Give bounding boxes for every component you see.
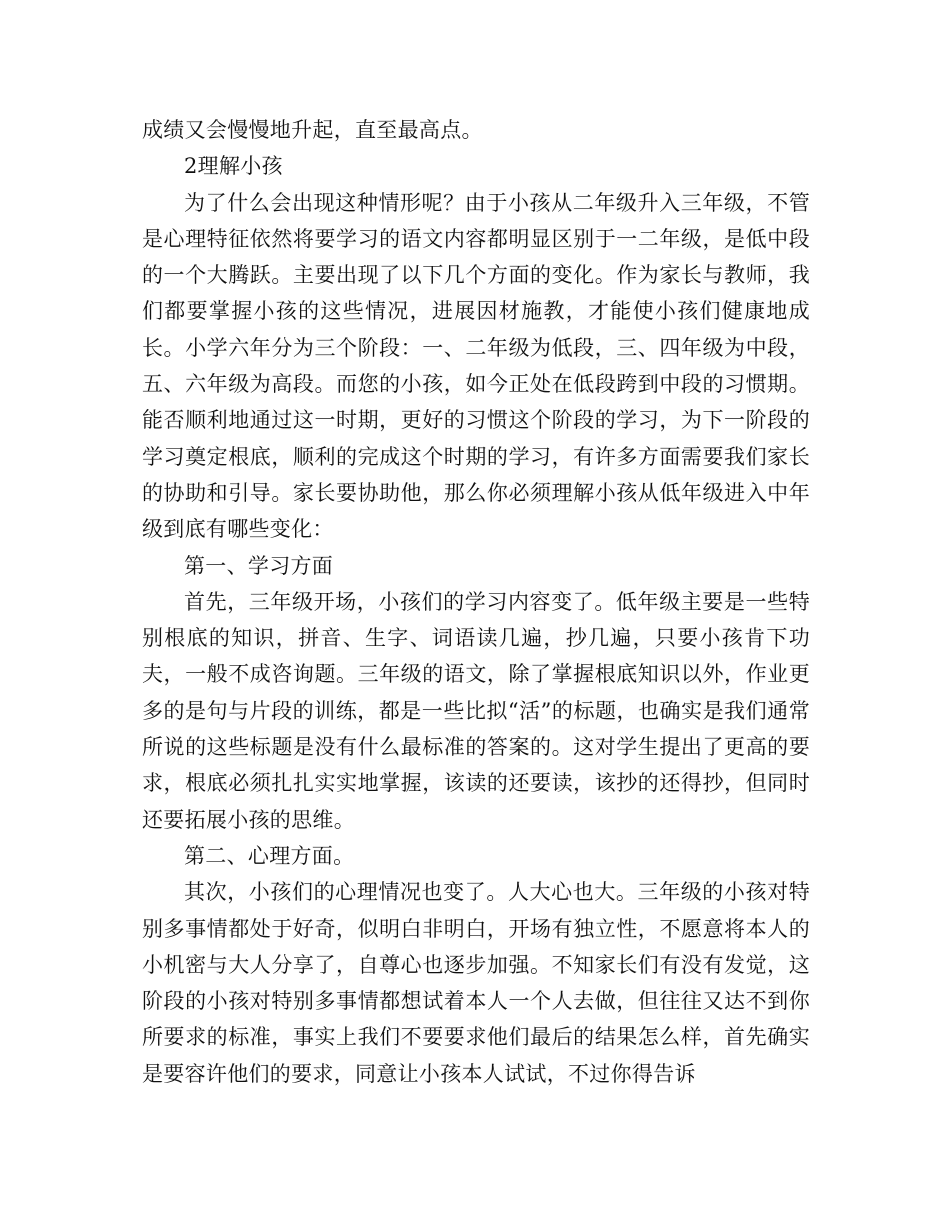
section-heading-study: 第一、学习方面: [184, 553, 334, 578]
document-body: [142, 112, 810, 1092]
section-heading-understand-child: 2理解小孩: [184, 154, 283, 179]
paragraph-continuation: 成绩又会慢慢地升起，直至最高点。: [142, 118, 483, 142]
paragraph-psychology: 其次，小孩们的心理情况也变了。人大心也大。三年级的小孩对特别多事情都处于好奇，似明白非明白，开场有独立性，不愿意将本人的小机密与大人分享了，自尊心也逐步加强。不知家长们有没有发觉，这阶段的小孩对特别多事情都想试着本人一个人去做，但往往又达不到你所要求的标准，事实上我们不要要求他们最后的结果怎么样，首先确实是要容许他们的要求，同意让小孩本人试试，不过你得告诉: [142, 880, 810, 1086]
paragraph-why: 为了什么会出现这种情形呢？由于小孩从二年级升入三年级，不管是心理特征依然将要学习的语文内容都明显区别于一二年级，是低中段的一个大腾跃。主要出现了以下几个方面的变化。作为家长与教师，我们都要掌握小孩的这些情况，进展因材施教，才能使小孩们健康地成长。小学六年分为三个阶段：一、二年级为低段，三、四年级为中段，五、六年级为高段。而您的小孩，如今正处在低段跨到中段的习惯期。能否顺利地通过这一时期，更好的习惯这个阶段的学习，为下一阶段的学习奠定根底，顺利的完成这个时期的学习，有许多方面需要我们家长的协助和引导。家长要协助他，那么你必须理解小孩从低年级进入中年级到底有哪些变化：: [142, 190, 810, 542]
paragraph-study: 首先，三年级开场，小孩们的学习内容变了。低年级主要是一些特别根底的知识，拼音、生字、词语读几遍，抄几遍，只要小孩肯下功夫，一般不成咨询题。三年级的语文，除了掌握根底知识以外，作业更多的是句与片段的训练，都是一些比拟“活”的标题，也确实是我们通常所说的这些标题是没有什么最标准的答案的。这对学生提出了更高的要求，根底必须扎扎实实地掌握，该读的还要读，该抄的还得抄，但同时还要拓展小孩的思维。: [142, 589, 810, 832]
section-heading-psychology: 第二、心理方面。: [184, 843, 355, 868]
